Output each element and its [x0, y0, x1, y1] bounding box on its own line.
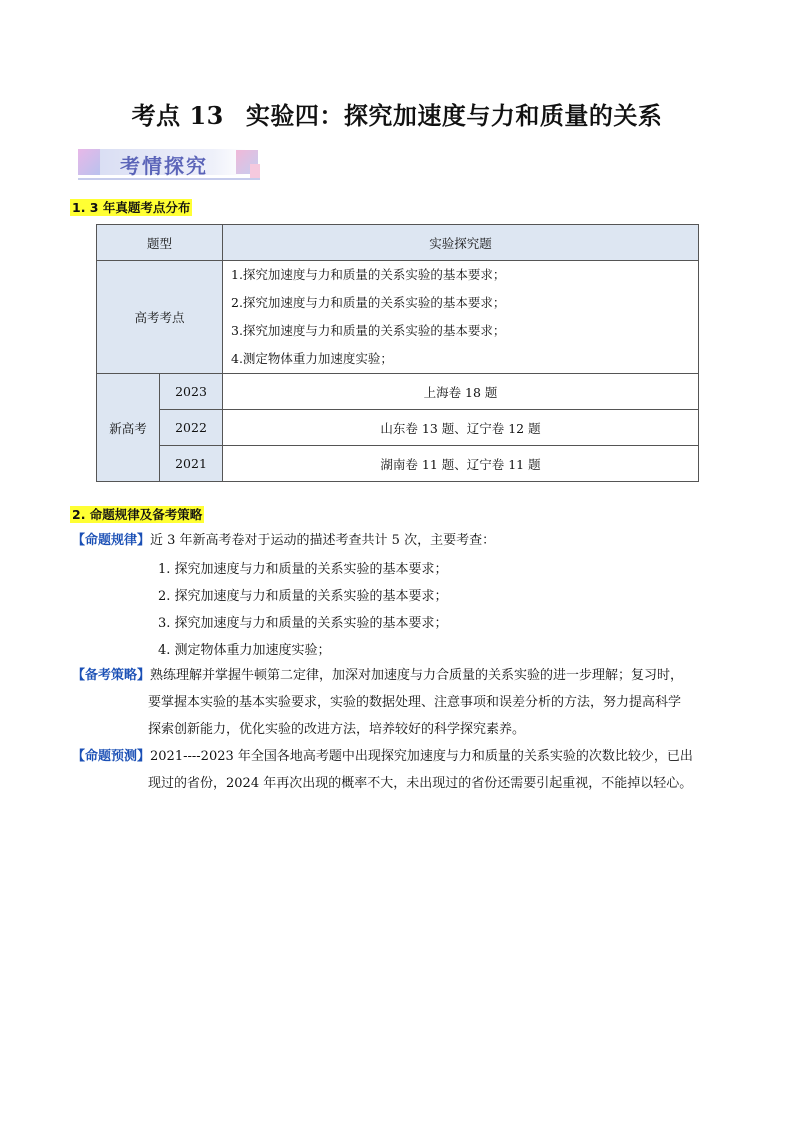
topic-requirements-cell — [223, 261, 699, 374]
header-cell-value: 实验探究题 — [223, 225, 699, 261]
strategy-line-2: 要掌握本实验的基本实验要求，实验的数据处理、注意事项和误差分析的方法，努力提高科学 — [148, 695, 682, 710]
requirement-item: 1.探究加速度与力和质量的关系实验的基本要求； — [231, 267, 506, 282]
topic-title: 实验四：探究加速度与力和质量的关系 — [245, 101, 663, 130]
strategy-line-1: 熟练理解并掌握牛顿第二定律，加深对加速度与力合质量的关系实验的进一步理解；复习时， — [150, 668, 684, 683]
requirement-item: 4.测定物体重力加速度实验； — [231, 351, 393, 366]
topic-label-cell: 高考考点 — [97, 261, 223, 374]
rule-item: 1. 探究加速度与力和质量的关系实验的基本要求； — [158, 562, 448, 577]
table-row-2022 — [97, 410, 699, 446]
forecast-paragraph — [72, 743, 693, 770]
table-row-2021 — [97, 446, 699, 482]
requirement-item: 3.探究加速度与力和质量的关系实验的基本要求； — [231, 323, 506, 338]
forecast-line-1: 2021----2023 年全国各地高考题中出现探究加速度与力和质量的关系实验的次数比较少，已出 — [150, 749, 693, 764]
table-header-row — [97, 225, 699, 261]
rule-item: 4. 测定物体重力加速度实验； — [158, 643, 331, 658]
topic-number: 考点 13 — [131, 101, 224, 130]
section-2-heading — [70, 505, 204, 523]
section-2-label: 2. 命题规律及备考策略 — [72, 507, 203, 522]
section-1-heading — [70, 198, 192, 216]
strategy-line-3: 探索创新能力，优化实验的改进方法，培养较好的科学探究素养。 — [148, 722, 526, 737]
rule-tag: 【命题规律】 — [72, 533, 151, 548]
section-banner — [78, 146, 260, 180]
table-row-2023 — [97, 374, 699, 410]
strategy-paragraph — [72, 662, 683, 689]
table-row-topics — [97, 261, 699, 374]
requirement-item: 2.探究加速度与力和质量的关系实验的基本要求； — [231, 295, 506, 310]
banner-label: 考情探究 — [120, 154, 208, 178]
papers-cell: 湖南卷 11 题、辽宁卷 11 题 — [223, 446, 699, 482]
banner-underline — [78, 178, 260, 180]
forecast-tag: 【命题预测】 — [72, 749, 151, 764]
rule-item: 3. 探究加速度与力和质量的关系实验的基本要求； — [158, 616, 448, 631]
rule-item: 2. 探究加速度与力和质量的关系实验的基本要求； — [158, 589, 448, 604]
rule-text: 近 3 年新高考卷对于运动的描述考查共计 5 次，主要考查： — [150, 533, 496, 548]
papers-cell: 山东卷 13 题、辽宁卷 12 题 — [223, 410, 699, 446]
forecast-line-2: 现过的省份，2024 年再次出现的概率不大，未出现过的省份还需要引起重视，不能掉以轻心。 — [148, 776, 693, 791]
papers-cell: 上海卷 18 题 — [223, 374, 699, 410]
year-cell: 2021 — [160, 446, 223, 482]
year-cell: 2022 — [160, 410, 223, 446]
page-title — [0, 96, 794, 131]
banner-corner-accent — [250, 164, 260, 178]
section-1-label: 1. 3 年真题考点分布 — [72, 200, 191, 215]
year-cell: 2023 — [160, 374, 223, 410]
header-cell-type: 题型 — [97, 225, 223, 261]
exam-distribution-table — [96, 224, 699, 482]
rule-paragraph — [72, 527, 495, 554]
exam-label-cell: 新高考 — [97, 374, 160, 482]
banner-square-icon — [78, 149, 100, 175]
strategy-tag: 【备考策略】 — [72, 668, 151, 683]
